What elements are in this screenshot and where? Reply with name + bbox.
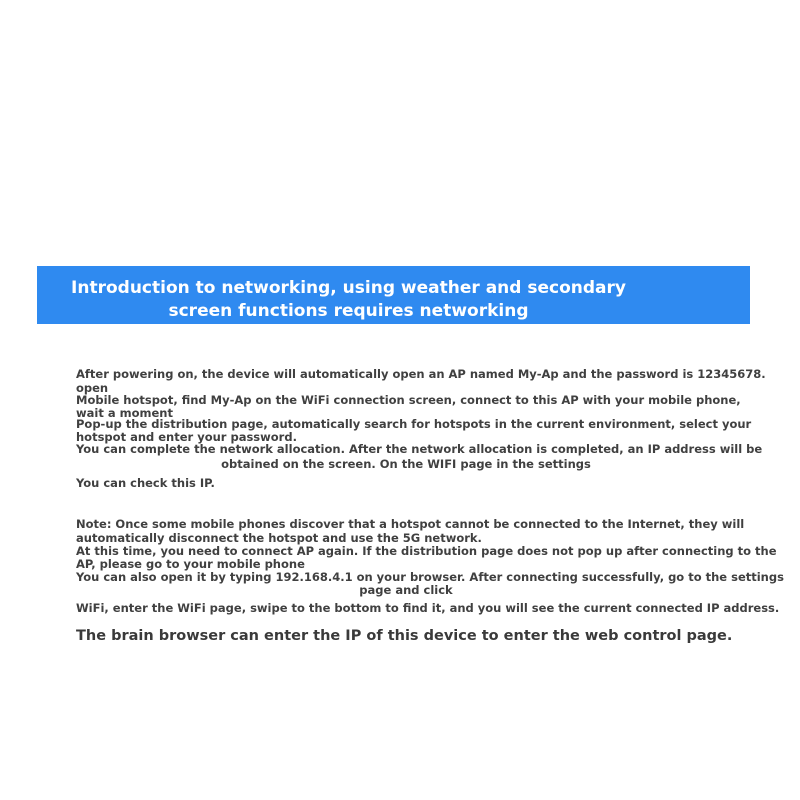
- note-line: automatically disconnect the hotspot and use the 5G network.: [76, 531, 482, 545]
- note-line: You can also open it by typing 192.168.4.1 on your browser. After connecting successfully, go to the settings: [76, 570, 784, 584]
- note-line: WiFi, enter the WiFi page, swipe to the bottom to find it, and you will see the current connected IP address.: [76, 601, 780, 615]
- note-line: page and click: [359, 583, 453, 597]
- instruction-line: obtained on the screen. On the WIFI page in the settings: [221, 457, 591, 471]
- instruction-line: open: [76, 381, 109, 395]
- title-line-1: Introduction to networking, using weather and secondary: [71, 278, 626, 298]
- instruction-line: You can check this IP.: [76, 476, 215, 490]
- instruction-line: Mobile hotspot, find My-Ap on the WiFi connection screen, connect to this AP with your mobile phone,: [76, 393, 741, 407]
- note-line: AP, please go to your mobile phone: [76, 557, 305, 571]
- note-line: Note: Once some mobile phones discover that a hotspot cannot be connected to the Internet, they will: [76, 517, 745, 531]
- instruction-line: Pop-up the distribution page, automatically search for hotspots in the current environment, select your: [76, 417, 752, 431]
- instruction-line: You can complete the network allocation. After the network allocation is completed, an IP address will be: [76, 442, 763, 456]
- title-line-2: screen functions requires networking: [168, 301, 529, 321]
- instruction-line: hotspot and enter your password.: [76, 430, 297, 444]
- web-control-note: The brain browser can enter the IP of this device to enter the web control page.: [76, 628, 733, 644]
- title-banner: [37, 266, 750, 324]
- note-line: At this time, you need to connect AP again. If the distribution page does not pop up after connecting to the: [76, 544, 777, 558]
- instruction-line: After powering on, the device will automatically open an AP named My-Ap and the password is 12345678.: [76, 367, 766, 381]
- instruction-line: wait a moment: [76, 406, 173, 420]
